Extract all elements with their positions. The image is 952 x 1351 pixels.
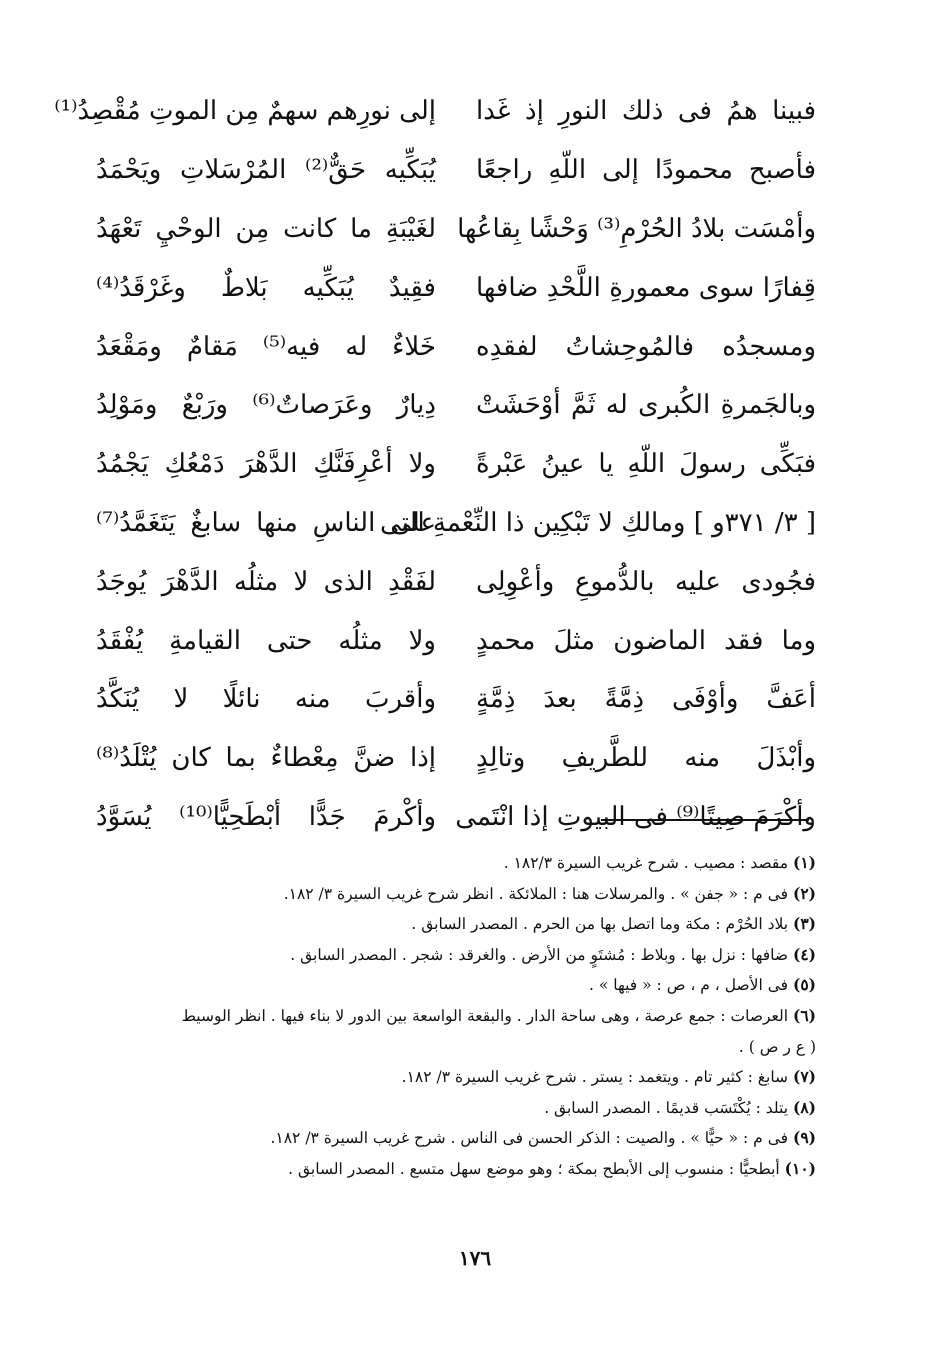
first-hemistich: فبَكِّى رسولَ اللّهِ يا عينُ عَبْرةً <box>476 449 816 480</box>
footnote-text: مقصد : مصيب . شرح غريب السيرة ١٨٢/٣ . <box>503 854 789 872</box>
first-hemistich: أعَفَّ وأوْفَى ذِمَّةً بعدَ ذِمَّةٍ <box>476 684 816 715</box>
footnote-text: العرصات : جمع عرصة ، وهى ساحة الدار . والبقعة الواسعة بين الدور لا بناء فيها . انظر الوسيط <box>181 1006 789 1025</box>
first-hemistich: فجُودى عليه بالدُّموعِ وأعْوِلِى <box>476 566 816 597</box>
second-hemistich: ولا مثلُه حتى القيامةِ يُفْقَدُ <box>96 625 436 656</box>
first-hemistich: وأبْذَلَ منه للطَّريفِ وتالِدٍ <box>476 743 816 774</box>
footnote-text: فى م : « حيًّا » . والصيت : الذكر الحسن فى الناس . شرح غريب السيرة ٣/ ١٨٢. <box>270 1129 789 1148</box>
first-hemistich: فأصبح محمودًا إلى اللّهِ راجعًا <box>476 155 816 186</box>
second-hemistich: إذا ضنَّ مِعْطاءٌ بما كان يُتْلَدُ⁽⁸⁾ <box>96 743 436 774</box>
verse <box>96 494 816 553</box>
second-hemistich: خَلاءٌ له فيه⁽⁵⁾ مَقامٌ ومَقْعَدُ <box>96 331 436 362</box>
verse <box>96 552 816 611</box>
second-hemistich: يُبَكِّيه حَقٌّ⁽²⁾ المُرْسَلاتِ ويَحْمَدُ <box>96 155 436 186</box>
verse <box>96 435 816 494</box>
verse <box>96 258 816 317</box>
footnote <box>100 909 816 940</box>
verse <box>96 788 816 847</box>
verse <box>96 317 816 376</box>
second-hemistich: إلى نورِهم سهمٌ مِن الموتِ مُقْصِدُ⁽¹⁾ <box>54 96 436 127</box>
footnote-number: (٨) <box>792 1097 816 1117</box>
poem <box>54 82 816 846</box>
footnotes <box>100 848 816 1185</box>
verse <box>96 670 816 729</box>
footnote <box>100 1093 816 1124</box>
footnote <box>100 940 816 971</box>
footnote-text: فى م : « جفن » . والمرسلات هنا : الملائكة . انظر شرح غريب السيرة ٣/ ١٨٢. <box>283 884 789 903</box>
footnote-number: (٦) <box>792 1005 816 1025</box>
footnote-number: (٢) <box>792 883 816 903</box>
footnote-text: يتلد : يُكْتَسَب قديمًا . المصدر السابق . <box>544 1098 789 1117</box>
verse <box>96 141 816 200</box>
footnote <box>100 1001 816 1032</box>
footnote-number: (١٠) <box>784 1158 816 1178</box>
verse <box>96 729 816 788</box>
footnote-text: سابغ : كثير تام . ويتغمد : يستر . شرح غريب السيرة ٣/ ١٨٢. <box>401 1068 789 1087</box>
footnote <box>100 879 816 910</box>
footnote-text: ضافها : نزل بها . وبلاط : مُشتَوٍ من الأرض . والغرقد : شجر . المصدر السابق . <box>290 945 789 964</box>
footnote-number: (٧) <box>792 1067 816 1087</box>
footnote-text: بلاد الحُرْم : مكة وما اتصل بها من الحرم . المصدر السابق . <box>411 915 789 934</box>
second-hemistich: على الناسِ منها سابغٌ يَتَغَمَّدُ⁽⁷⁾ <box>96 507 436 538</box>
footnote <box>100 848 816 879</box>
footnote-continuation <box>100 1032 816 1063</box>
footnote-number: (١) <box>792 853 816 872</box>
verse <box>54 82 816 141</box>
footnote-divider <box>601 819 809 821</box>
footnote-number: (٤) <box>792 944 816 964</box>
second-hemistich: لغَيْبَةِ ما كانت مِن الوحْيِ تَعْهَدُ <box>96 213 436 244</box>
first-hemistich: وبالجَمرةِ الكُبرى له ثَمَّ أوْحَشَتْ <box>476 390 816 421</box>
first-hemistich: [ ٣/ ٣٧١و ] ومالكِ لا تَبْكِين ذا النِّعْمةِ التى <box>380 507 816 538</box>
second-hemistich: لفَقْدِ الذى لا مثلُه الدَّهْرَ يُوجَدُ <box>96 566 436 597</box>
verse <box>96 611 816 670</box>
footnote <box>100 1154 816 1185</box>
first-hemistich: وما فقد الماضون مثلَ محمدٍ <box>476 625 816 656</box>
second-hemistich: وأكْرمَ جَدًّا أبْطَحِيًّا⁽¹⁰⁾ يُسَوَّدُ <box>96 801 436 832</box>
first-hemistich: وأمْسَت بلادُ الحُرْمِ⁽³⁾ وَحْشًا بِقاعُها <box>457 213 816 244</box>
footnote-text: أبطحيًّا : منسوب إلى الأبطح بمكة ؛ وهو موضع سهل متسع . المصدر السابق . <box>288 1159 780 1178</box>
first-hemistich: وأكْرَمَ صِيتًا⁽⁹⁾ فى البيوتِ إذا انْتَمى <box>455 801 816 832</box>
footnote <box>100 970 816 1001</box>
verse <box>96 376 816 435</box>
first-hemistich: فبينا همُ فى ذلك النورِ إذ غَدا <box>476 96 816 127</box>
footnote <box>100 1062 816 1093</box>
footnote-text: فى الأصل ، م ، ص : « فيها » . <box>588 976 789 995</box>
footnote-number: (٣) <box>792 914 816 934</box>
second-hemistich: وأقربَ منه نائلًا لا يُنَكَّدُ <box>96 684 436 715</box>
footnote-number: (٥) <box>792 975 816 995</box>
footnote-text: ( ع ر ص ) . <box>738 1037 816 1056</box>
first-hemistich: قِفارًا سوى معمورةِ اللَّحْدِ ضافها <box>476 272 816 303</box>
second-hemistich: دِيارٌ وعَرَصاتٌ⁽⁶⁾ ورَبْعٌ ومَوْلِدُ <box>96 390 436 421</box>
second-hemistich: ولا أعْرِفَنَّكِ الدَّهْرَ دَمْعُكِ يَجْمُدُ <box>96 449 436 480</box>
verse <box>96 200 816 259</box>
footnote <box>100 1123 816 1154</box>
page-number: ١٧٦ <box>458 1246 492 1270</box>
first-hemistich: ومسجدُه فالمُوحِشاتُ لفقدِه <box>476 331 816 362</box>
second-hemistich: فقِيدٌ يُبَكِّيه بَلاطٌ وغَرْقَدُ⁽⁴⁾ <box>96 272 436 303</box>
footnote-number: (٩) <box>792 1128 816 1148</box>
